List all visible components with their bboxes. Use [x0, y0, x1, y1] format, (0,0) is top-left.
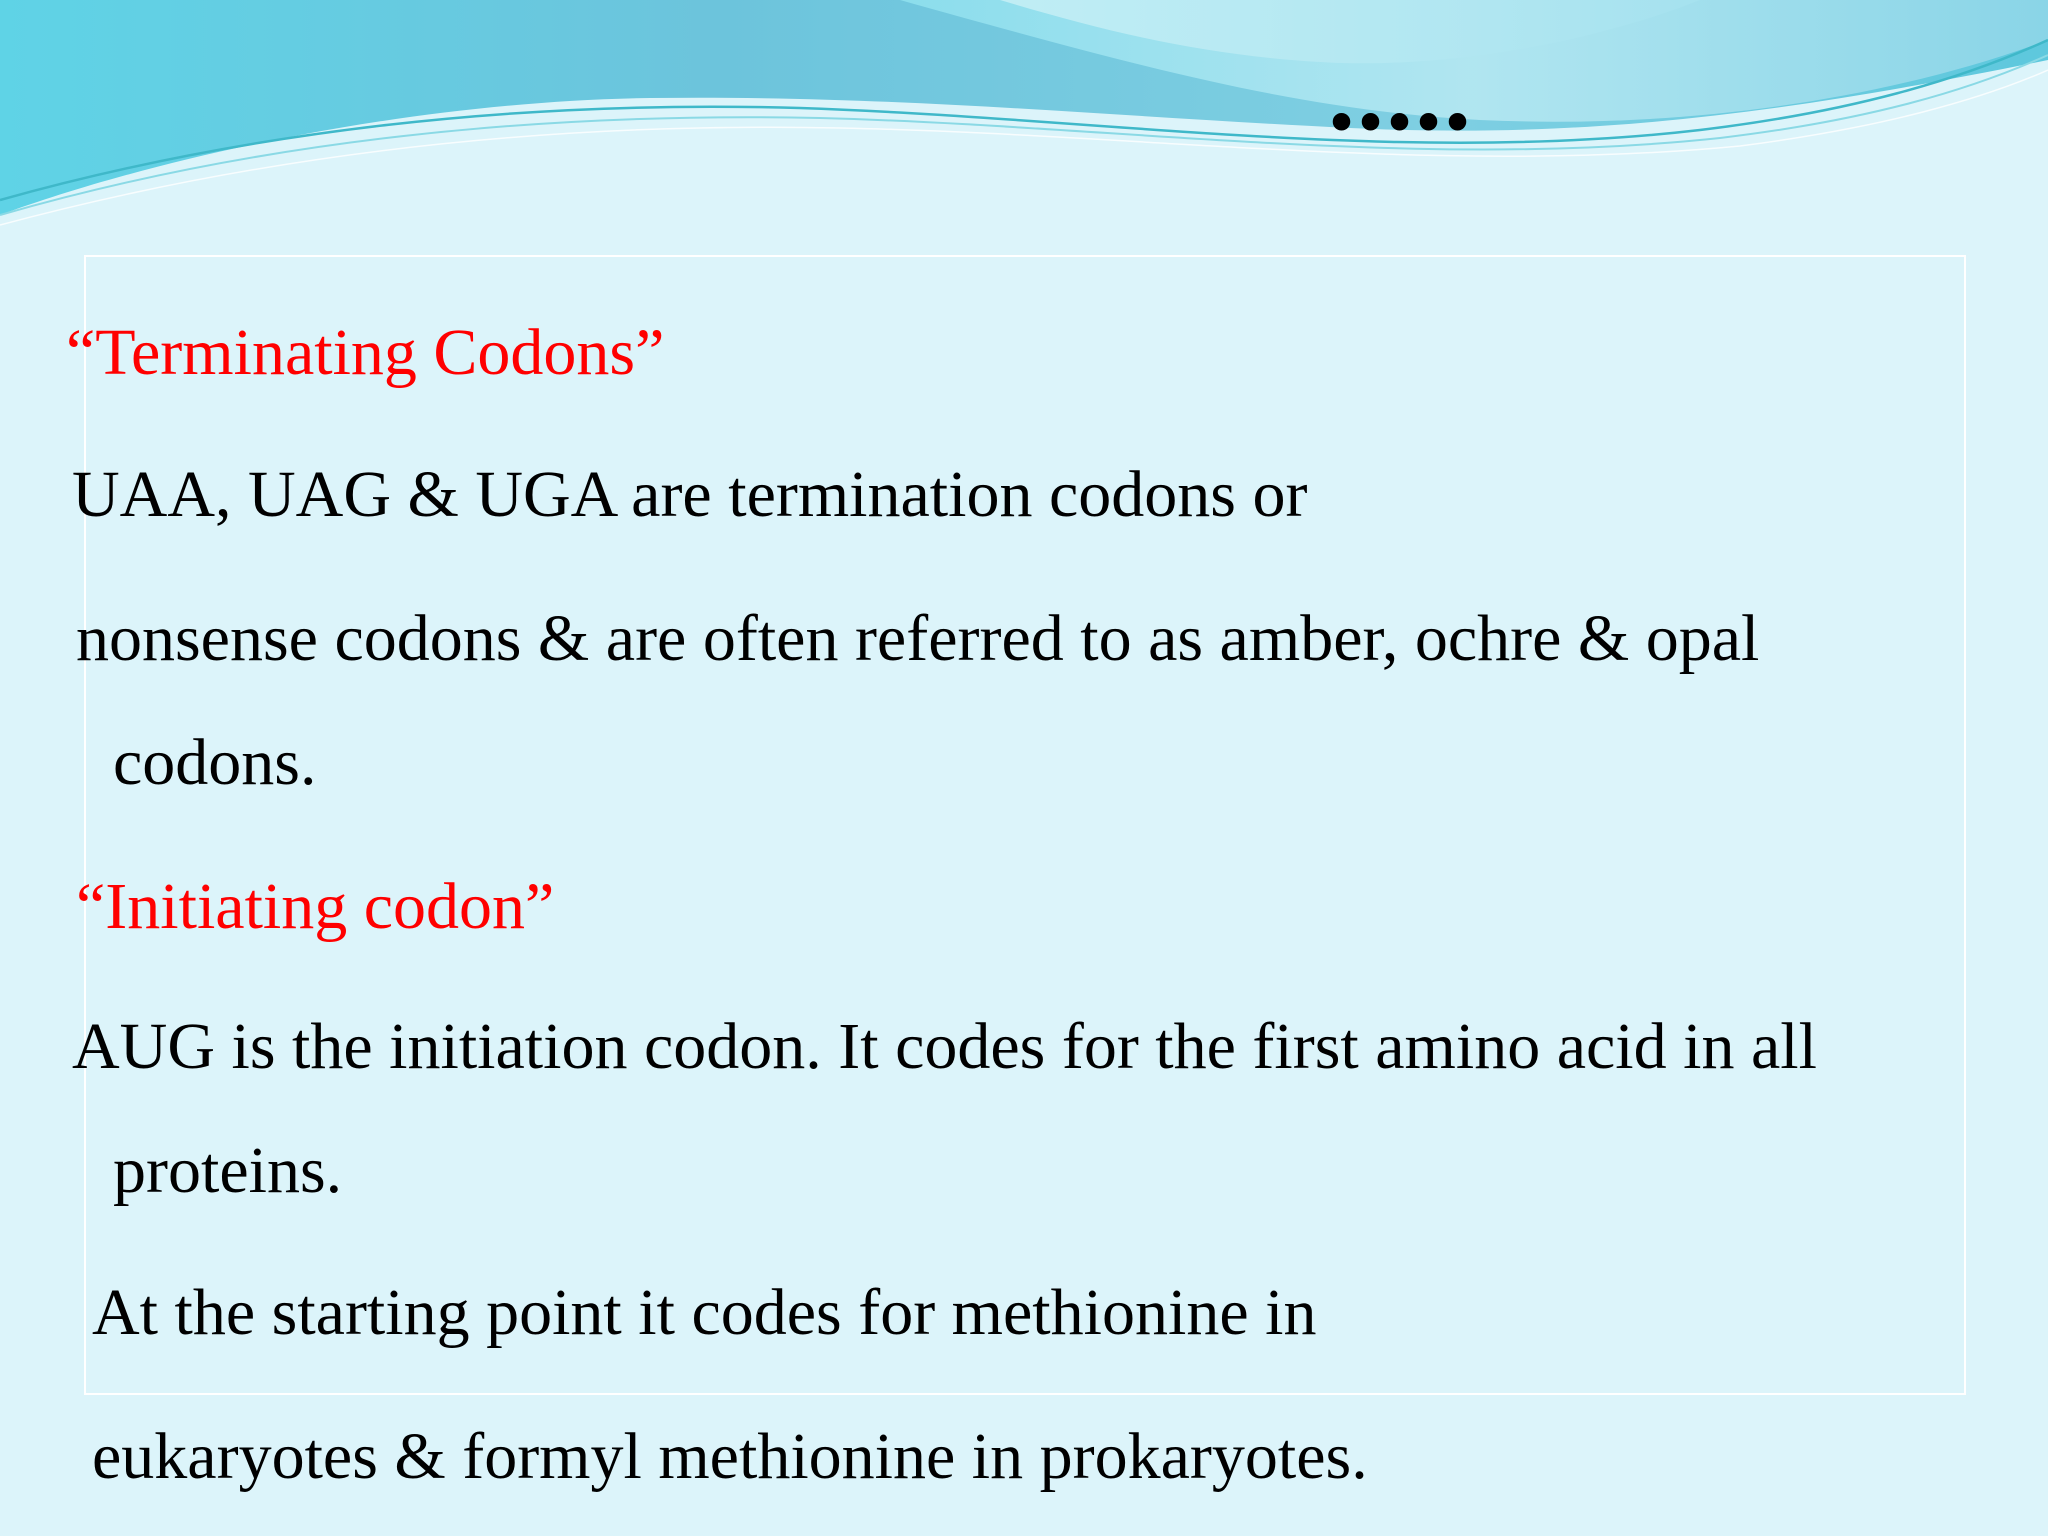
content-frame [84, 255, 1966, 1395]
initiating-text-line-3: At the starting point it codes for methionine in [92, 1276, 1317, 1349]
terminating-text-line-1: UAA, UAG & UGA are termination codons or [72, 458, 1308, 531]
heading-initiating-codon: “Initiating codon” [76, 870, 555, 943]
wave-banner-decoration [0, 0, 2048, 240]
heading-terminating-codons: “Terminating Codons” [66, 316, 665, 389]
terminating-text-line-3: codons. [113, 726, 317, 799]
initiating-text-line-1: AUG is the initiation codon. It codes for the first amino acid in all [72, 1010, 1817, 1083]
slide-title: ..... [1328, 34, 1473, 153]
initiating-text-line-4: eukaryotes & formyl methionine in prokaryotes. [92, 1420, 1368, 1493]
terminating-text-line-2: nonsense codons & are often referred to as amber, ochre & opal [76, 602, 1760, 675]
initiating-text-line-2: proteins. [113, 1134, 343, 1207]
